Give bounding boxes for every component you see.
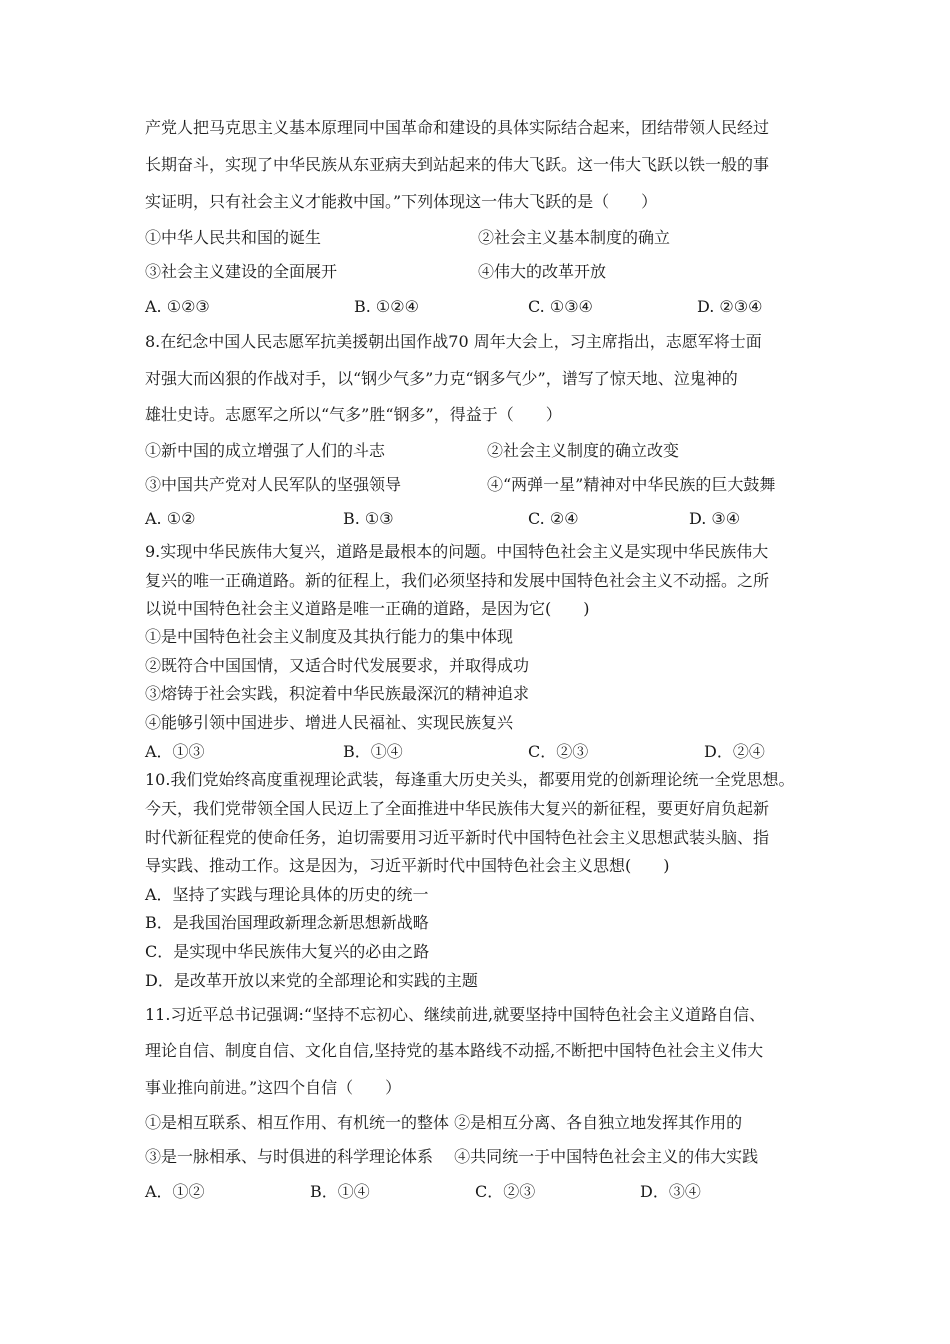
- q9-option-a[interactable]: A．①③: [145, 742, 205, 761]
- q7-item: ①中华人民共和国的诞生: [145, 228, 322, 247]
- q8-line: 雄壮史诗。志愿军之所以“气多”胜“钢多”，得益于（ ）: [145, 405, 562, 424]
- q10-option-d[interactable]: D．是改革开放以来党的全部理论和实践的主题: [145, 971, 478, 990]
- q8-item: ②社会主义制度的确立改变: [487, 441, 680, 460]
- q8-option-c[interactable]: C. ②④: [528, 509, 579, 528]
- q11-option-b[interactable]: B．①④: [310, 1182, 370, 1201]
- q8-item: ③中国共产党对人民军队的坚强领导: [145, 475, 402, 494]
- q11-line: 理论自信、制度自信、文化自信,坚持党的基本路线不动摇,不断把中国特色社会主义伟大: [145, 1041, 764, 1060]
- q7-item: ②社会主义基本制度的确立: [478, 228, 671, 247]
- q8-item: ④“两弹一星”精神对中华民族的巨大鼓舞: [487, 475, 776, 494]
- q7-line: 长期奋斗，实现了中华民族从东亚病夫到站起来的伟大飞跃。这一伟大飞跃以铁一般的事: [145, 155, 770, 174]
- q10-line: 10.我们党始终高度重视理论武装，每逢重大历史关头，都要用党的创新理论统一全党思想。: [145, 770, 795, 789]
- q7-line: 实证明，只有社会主义才能救中国。”下列体现这一伟大飞跃的是（ ）: [145, 192, 658, 211]
- q9-item: ②既符合中国国情，又适合时代发展要求，并取得成功: [145, 656, 530, 675]
- q9-line: 复兴的唯一正确道路。新的征程上，我们必须坚持和发展中国特色社会主义不动摇。之所: [145, 571, 770, 590]
- q9-item: ①是中国特色社会主义制度及其执行能力的集中体现: [145, 627, 514, 646]
- q8-line: 8.在纪念中国人民志愿军抗美援朝出国作战70 周年大会上，习主席指出，志愿军将士面: [145, 332, 762, 351]
- q10-line: 时代新征程党的使命任务，迫切需要用习近平新时代中国特色社会主义思想武装头脑、指: [145, 828, 770, 847]
- q9-option-c[interactable]: C．②③: [528, 742, 589, 761]
- q7-option-c[interactable]: C. ①③④: [528, 297, 593, 316]
- q8-option-a[interactable]: A. ①②: [145, 509, 196, 528]
- q9-line: 以说中国特色社会主义道路是唯一正确的道路，是因为它( ): [145, 599, 590, 618]
- q10-option-a[interactable]: A．坚持了实践与理论具体的历史的统一: [145, 885, 429, 904]
- q8-option-b[interactable]: B. ①③: [343, 509, 394, 528]
- q11-item: ③是一脉相承、与时俱进的科学理论体系 ④共同统一于中国特色社会主义的伟大实践: [145, 1147, 759, 1166]
- q7-item: ③社会主义建设的全面展开: [145, 262, 338, 281]
- q7-option-d[interactable]: D. ②③④: [697, 297, 763, 316]
- q11-line: 11.习近平总书记强调:“坚持不忘初心、继续前进,就要坚持中国特色社会主义道路自信、: [145, 1005, 766, 1024]
- q8-item: ①新中国的成立增强了人们的斗志: [145, 441, 386, 460]
- q9-line: 9.实现中华民族伟大复兴，道路是最根本的问题。中国特色社会主义是实现中华民族伟大: [145, 542, 769, 561]
- q11-option-a[interactable]: A．①②: [145, 1182, 205, 1201]
- q9-item: ③熔铸于社会实践，积淀着中华民族最深沉的精神追求: [145, 684, 530, 703]
- q7-item: ④伟大的改革开放: [478, 262, 607, 281]
- q7-line: 产党人把马克思主义基本原理同中国革命和建设的具体实际结合起来，团结带领人民经过: [145, 118, 770, 137]
- q10-option-b[interactable]: B．是我国治国理政新理念新思想新战略: [145, 913, 429, 932]
- q8-line: 对强大而凶狠的作战对手，以“钢少气多”力克“钢多气少”，谱写了惊天地、泣鬼神的: [145, 369, 738, 388]
- q11-line: 事业推向前进。”这四个自信（ ）: [145, 1078, 402, 1097]
- q9-option-d[interactable]: D．②④: [704, 742, 765, 761]
- q9-option-b[interactable]: B．①④: [343, 742, 403, 761]
- q10-option-c[interactable]: C．是实现中华民族伟大复兴的必由之路: [145, 942, 430, 961]
- q10-line: 导实践、推动工作。这是因为，习近平新时代中国特色社会主义思想( ): [145, 856, 670, 875]
- q7-option-a[interactable]: A. ①②③: [145, 297, 210, 316]
- q9-item: ④能够引领中国进步、增进人民福祉、实现民族复兴: [145, 713, 514, 732]
- q11-option-d[interactable]: D．③④: [640, 1182, 701, 1201]
- q11-option-c[interactable]: C．②③: [475, 1182, 536, 1201]
- q8-option-d[interactable]: D. ③④: [689, 509, 741, 528]
- q11-item: ①是相互联系、相互作用、有机统一的整体 ②是相互分离、各自独立地发挥其作用的: [145, 1113, 743, 1132]
- q10-line: 今天，我们党带领全国人民迈上了全面推进中华民族伟大复兴的新征程，要更好肩负起新: [145, 799, 770, 818]
- q7-option-b[interactable]: B. ①②④: [354, 297, 419, 316]
